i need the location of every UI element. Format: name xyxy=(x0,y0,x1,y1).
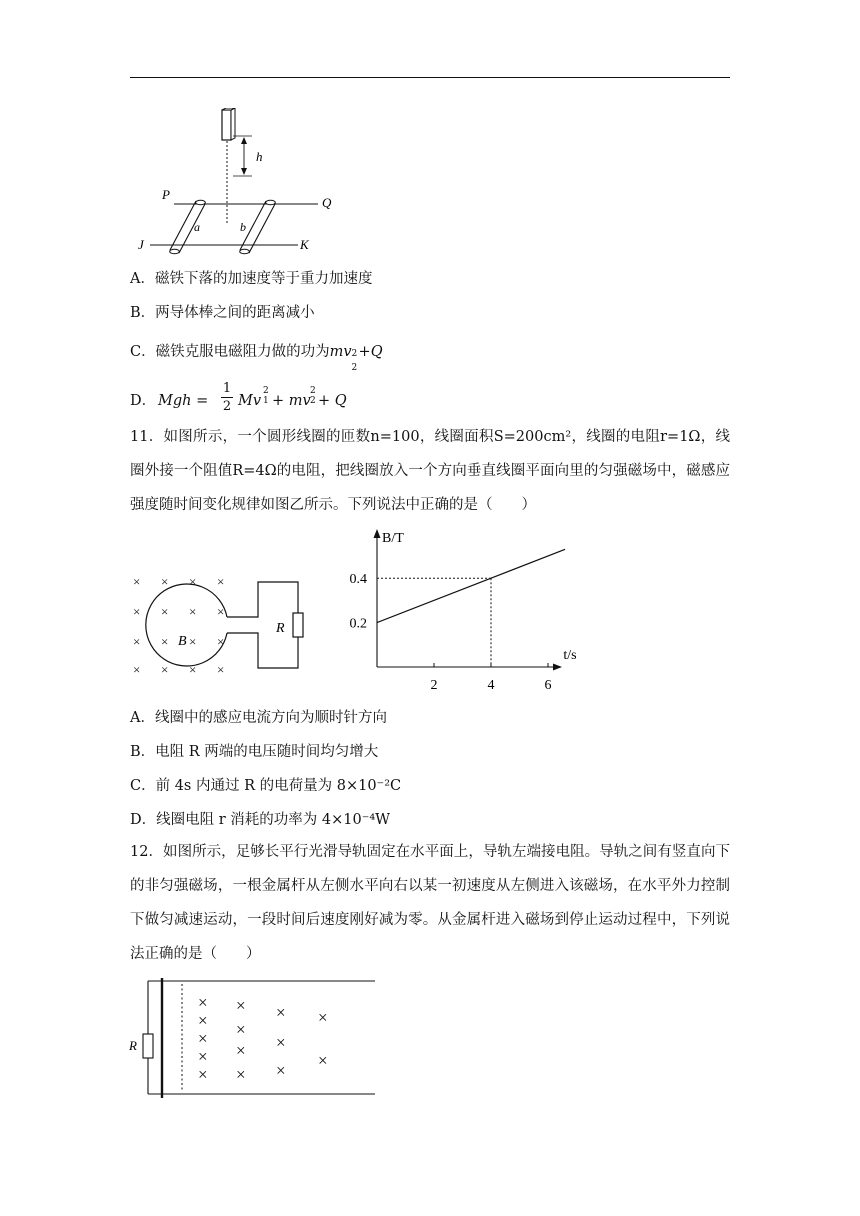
svg-text:×: × xyxy=(189,662,197,677)
q10-option-d-label: D． xyxy=(130,393,157,409)
y-tick-label: 0.4 xyxy=(349,572,367,588)
header-rule xyxy=(130,77,730,78)
q10-option-b: B．两导体棒之间的距离减小 xyxy=(130,305,315,321)
label-K: K xyxy=(300,237,309,252)
q10-option-c-text: C．磁铁克服电磁阻力做的功为 xyxy=(130,344,330,360)
svg-text:×: × xyxy=(276,1061,286,1080)
svg-text:×: × xyxy=(276,1033,286,1052)
x-tick-label: 6 xyxy=(544,678,552,692)
svg-text:×: × xyxy=(236,996,246,1015)
q11-option-c: C．前 4s 内通过 R 的电荷量为 8×10⁻²C xyxy=(130,778,402,794)
q10-option-d-end: + Q xyxy=(318,393,347,409)
svg-text:×: × xyxy=(161,604,169,619)
q11-option-a: A．线圈中的感应电流方向为顺时针方向 xyxy=(130,710,387,726)
svg-text:×: × xyxy=(198,1047,208,1066)
label-h: h xyxy=(256,149,263,164)
resistor-R xyxy=(293,613,303,637)
svg-text:×: × xyxy=(189,634,197,649)
q12-stem: 12．如图所示，足够长平行光滑导轨固定在水平面上，导轨左端接电阻。导轨之间有竖直向下的非匀强磁场，一根金属杆从左侧水平向右以某一初速度从左侧进入该磁场，在水平外力控制下做匀减速运动，一段时间后速度刚好减为零。从金属杆进入磁场到停止运动过程中，下列说法正确的是（ ） xyxy=(130,844,730,962)
x-axis-arrow xyxy=(553,664,562,671)
label-b: b xyxy=(240,220,246,234)
q10-figure xyxy=(130,108,350,258)
svg-text:×: × xyxy=(217,574,225,589)
q10-option-d-rhs: Mv xyxy=(238,393,262,409)
svg-text:×: × xyxy=(217,634,225,649)
svg-text:×: × xyxy=(217,604,225,619)
label-Q: Q xyxy=(322,195,332,210)
bt-chart xyxy=(340,522,590,692)
label-resistor-R: R xyxy=(276,621,285,636)
y-axis-label: B/T xyxy=(382,531,404,546)
q10-option-d-lhs: Mgh = xyxy=(158,393,209,409)
svg-text:×: × xyxy=(236,1020,246,1039)
q12-label-R: R xyxy=(129,1038,137,1053)
label-coil-B: B xyxy=(178,634,187,649)
svg-text:×: × xyxy=(133,634,141,649)
svg-text:×: × xyxy=(236,1041,246,1060)
q12-field-crosses xyxy=(198,993,328,1084)
q10-option-c: C．磁铁克服电磁阻力做的功为mv 2 2 +Q xyxy=(130,344,383,373)
svg-text:×: × xyxy=(198,1029,208,1048)
svg-text:×: × xyxy=(217,662,225,677)
label-J: J xyxy=(138,237,144,252)
y-axis-arrow xyxy=(374,529,381,538)
q10-option-a: A．磁铁下落的加速度等于重力加速度 xyxy=(130,271,373,287)
svg-text:×: × xyxy=(133,604,141,619)
label-P: P xyxy=(162,187,170,202)
x-axis-label: t/s xyxy=(563,648,577,663)
x-tick-label: 4 xyxy=(487,678,495,692)
svg-text:×: × xyxy=(318,1008,328,1027)
x-tick-label: 2 xyxy=(430,678,438,692)
q11-coil-figure xyxy=(128,570,318,680)
q11-option-d: D．线圈电阻 r 消耗的功率为 4×10⁻⁴W xyxy=(130,812,391,828)
magnet xyxy=(222,108,235,140)
svg-text:×: × xyxy=(236,1065,246,1084)
q12-resistor xyxy=(143,1034,153,1058)
q11-option-b: B．电阻 R 两端的电压随时间均匀增大 xyxy=(130,744,379,760)
q10-option-c-formula: mv xyxy=(329,344,352,360)
q10-option-c-rest: +Q xyxy=(358,344,383,360)
svg-text:×: × xyxy=(198,993,208,1012)
svg-text:×: × xyxy=(161,574,169,589)
svg-text:×: × xyxy=(198,1011,208,1030)
svg-text:×: × xyxy=(318,1051,328,1070)
svg-text:×: × xyxy=(161,662,169,677)
svg-text:×: × xyxy=(276,1003,286,1022)
q10-option-d-tail: + mv xyxy=(272,393,311,409)
svg-text:×: × xyxy=(133,574,141,589)
y-tick-label: 0.2 xyxy=(349,616,367,632)
svg-text:×: × xyxy=(133,662,141,677)
svg-text:×: × xyxy=(198,1065,208,1084)
q11-stem: 11．如图所示，一个圆形线圈的匝数n=100，线圈面积S=200cm²，线圈的电阻r=1Ω，线圈外接一个阻值R=4Ω的电阻，把线圈放入一个方向垂直线圈平面向里的匀强磁场中，磁感应强度随时间变化规律如图乙所示。下列说法中正确的是（ ） xyxy=(130,429,730,513)
coil xyxy=(146,584,227,666)
q10-option-d-half: 1 2 xyxy=(222,381,232,414)
series-line xyxy=(377,549,565,622)
field-crosses xyxy=(133,574,224,677)
q12-figure xyxy=(126,978,386,1103)
svg-text:×: × xyxy=(189,574,197,589)
label-a: a xyxy=(194,220,200,234)
svg-text:×: × xyxy=(161,634,169,649)
svg-text:×: × xyxy=(189,604,197,619)
coil-leads xyxy=(227,582,298,668)
